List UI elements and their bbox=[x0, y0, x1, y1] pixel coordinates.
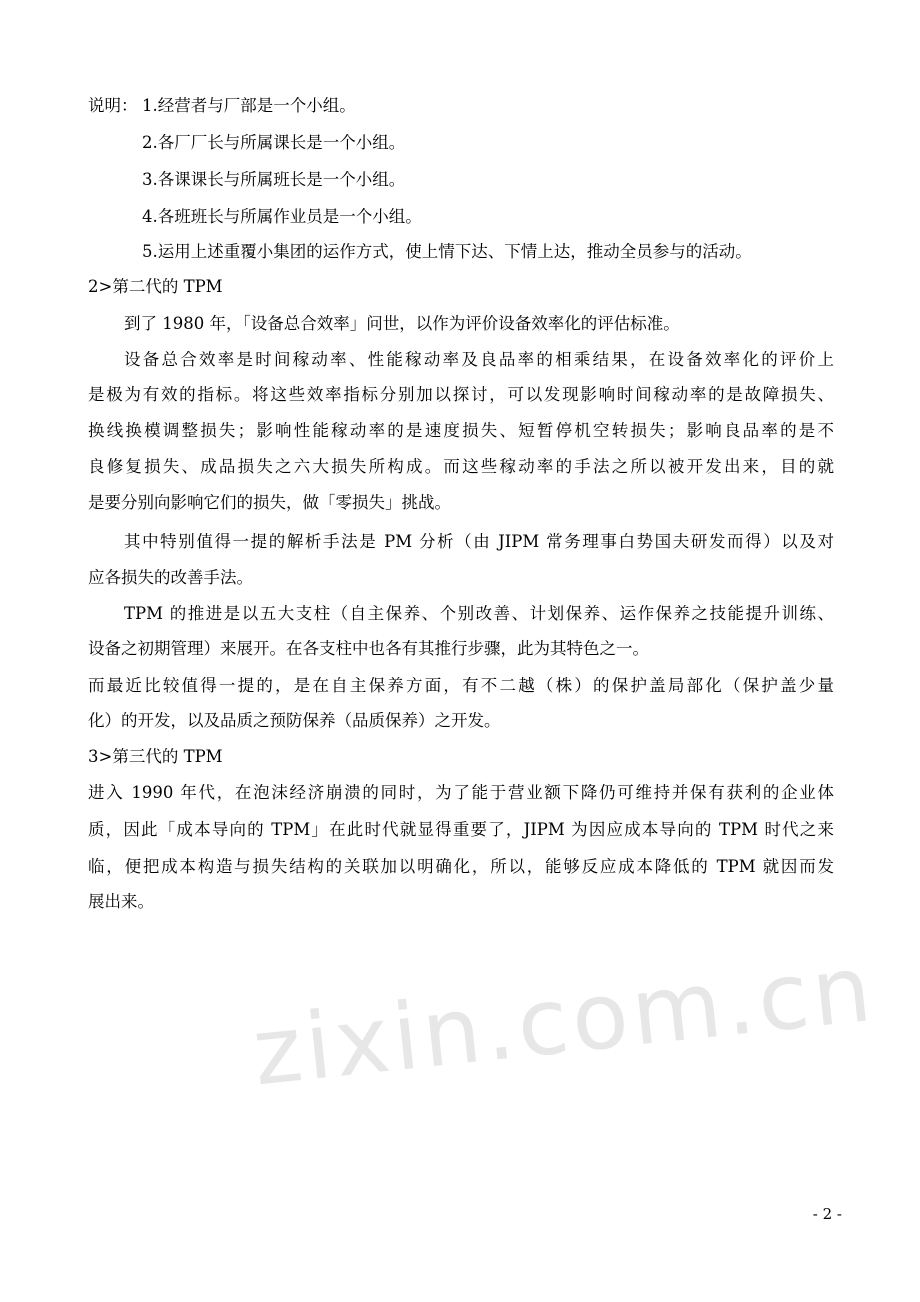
section3-line-4: 展出来。 bbox=[88, 892, 154, 911]
section2-line-2: 设备总合效率是时间稼动率、性能稼动率及良品率的相乘结果，在设备效率化的评价上 bbox=[124, 350, 834, 369]
note-label: 说明： bbox=[88, 96, 138, 115]
section2-heading: 2>第二代的 TPM bbox=[88, 277, 223, 296]
section2-line-9: TPM 的推进是以五大支柱（自主保养、个别改善、计划保养、运作保养之技能提升训练、 bbox=[124, 604, 834, 623]
section2-line-12: 化）的开发，以及品质之预防保养（品质保养）之开发。 bbox=[88, 711, 501, 730]
section2-line-1: 到了 1980 年，「设备总合效率」问世，以作为评价设备效率化的评估标准。 bbox=[124, 314, 680, 333]
note-item-1: 1.经营者与厂部是一个小组。 bbox=[142, 96, 356, 115]
section3-line-2: 质，因此「成本导向的 TPM」在此时代就显得重要了，JIPM 为因应成本导向的 TPM 时代之来 bbox=[88, 820, 834, 839]
section2-line-7: 其中特别值得一提的解析手法是 PM 分析（由 JIPM 常务理事白势国夫研发而得）以及对 bbox=[124, 532, 834, 551]
note-item-4: 4.各班班长与所属作业员是一个小组。 bbox=[142, 207, 422, 226]
section2-line-3: 是极为有效的指标。将这些效率指标分别加以探讨，可以发现影响时间稼动率的是故障损失、 bbox=[88, 385, 834, 404]
section2-line-8: 应各损失的改善手法。 bbox=[88, 568, 253, 587]
section2-line-10: 设备之初期管理）来展开。在各支柱中也各有其推行步骤，此为其特色之一。 bbox=[88, 639, 649, 658]
section3-line-1: 进入 1990 年代，在泡沫经济崩溃的同时，为了能于营业额下降仍可维持并保有获利的企业体 bbox=[88, 783, 834, 802]
note-item-2: 2.各厂厂长与所属课长是一个小组。 bbox=[142, 133, 406, 152]
section3-heading: 3>第三代的 TPM bbox=[88, 747, 223, 766]
page-number: - 2 - bbox=[812, 1205, 842, 1223]
section2-line-5: 良修复损失、成品损失之六大损失所构成。而这些稼动率的手法之所以被开发出来，目的就 bbox=[88, 457, 834, 476]
section2-line-11: 而最近比较值得一提的，是在自主保养方面，有不二越（株）的保护盖局部化（保护盖少量 bbox=[88, 676, 834, 695]
section2-line-4: 换线换模调整损失；影响性能稼动率的是速度损失、短暂停机空转损失；影响良品率的是不 bbox=[88, 421, 834, 440]
note-item-5: 5.运用上述重覆小集团的运作方式，使上情下达、下情上达，推动全员参与的活动。 bbox=[142, 242, 752, 261]
watermark: zixin.com.cn bbox=[248, 934, 880, 1107]
note-item-3: 3.各课课长与所属班长是一个小组。 bbox=[142, 170, 406, 189]
section2-line-6: 是要分别向影响它们的损失，做「零损失」挑战。 bbox=[88, 493, 451, 512]
section3-line-3: 临，便把成本构造与损失结构的关联加以明确化，所以，能够反应成本降低的 TPM 就因而发 bbox=[88, 857, 834, 876]
